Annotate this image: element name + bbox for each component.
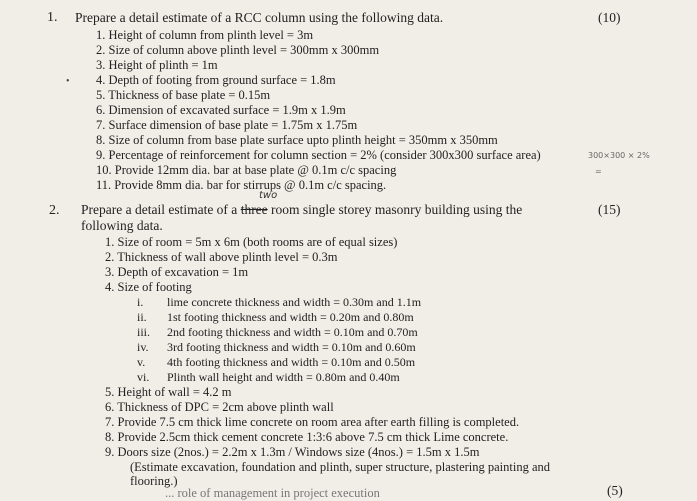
item-number: ii. (137, 310, 147, 324)
item-text: Depth of excavation = 1m (117, 265, 249, 279)
item-text: Thickness of wall above plinth level = 0.3m (117, 250, 338, 264)
q2-instruction-line1: (Estimate excavation, foundation and plinth, super structure, plastering painting and (130, 460, 551, 474)
q2-title (81, 202, 522, 218)
item-number: 4. (96, 73, 106, 87)
item-text: lime concrete thickness and width = 0.30m and 1.1m (167, 295, 422, 309)
item-number: 4. (105, 280, 115, 294)
item-text: Depth of footing from ground surface = 1.8m (108, 73, 336, 87)
item-number: 5. (96, 88, 106, 102)
item-number: 8. (105, 430, 115, 444)
q1-item-7 (96, 118, 357, 133)
q1-item-11 (96, 178, 386, 193)
item-text: 4th footing thickness and width = 0.10m and 0.50m (167, 355, 416, 369)
q2-item-9 (105, 445, 479, 460)
item-number: 3. (105, 265, 115, 279)
margin-bullet: • (66, 76, 70, 87)
q2-item-6 (105, 400, 334, 415)
item-text: Dimension of excavated surface = 1.9m x 1.9m (108, 103, 346, 117)
q1-item-3 (96, 58, 218, 73)
item-text: Provide 12mm dia. bar at base plate @ 0.1m c/c spacing (114, 163, 397, 177)
q3-marks: (5) (607, 483, 623, 498)
q1-item-4 (96, 73, 336, 88)
q2-item-3 (105, 265, 248, 280)
item-number: 11. (96, 178, 112, 192)
item-text: Thickness of base plate = 0.15m (108, 88, 271, 102)
item-text: 2nd footing thickness and width = 0.10m and 0.70m (167, 325, 418, 339)
q2-item-1 (105, 235, 397, 250)
footing-item-i (137, 295, 421, 310)
handwritten-insert-two: two (259, 190, 278, 201)
item-number: 5. (105, 385, 115, 399)
item-number: 1. (96, 28, 106, 42)
q2-item-2 (105, 250, 337, 265)
item-text: Plinth wall height and width = 0.80m and 0.40m (167, 370, 400, 384)
q1-item-2 (96, 43, 379, 58)
q2-instruction-line2: flooring.) (130, 474, 178, 488)
item-number: 8. (96, 133, 106, 147)
item-number: 9. (105, 445, 115, 459)
item-text: Thickness of DPC = 2cm above plinth wall (117, 400, 334, 414)
item-number: vi. (137, 370, 150, 384)
q1-marks: (10) (598, 10, 621, 25)
q2-title-struck-word: three (240, 202, 268, 217)
item-text: Size of column above plinth level = 300mm x 300mm (108, 43, 380, 57)
item-text: Height of wall = 4.2 m (117, 385, 232, 399)
q2-item-8 (105, 430, 508, 445)
item-text: Provide 2.5cm thick cement concrete 1:3:6 above 7.5 cm thick Lime concrete. (117, 430, 509, 444)
q2-item-4 (105, 280, 192, 295)
item-number: 1. (105, 235, 115, 249)
item-text: Doors size (2nos.) = 2.2m x 1.3m / Windows size (4nos.) = 1.5m x 1.5m (117, 445, 480, 459)
q1-item-10 (96, 163, 396, 178)
q1-item-9 (96, 148, 541, 163)
item-text: Provide 8mm dia. bar for stirrups @ 0.1m c/c spacing. (114, 178, 387, 192)
q2-title-prefix: Prepare a detail estimate of a (81, 202, 238, 217)
footing-item-iii (137, 325, 418, 340)
item-number: 10. (96, 163, 112, 177)
q3-partial-text: ... role of management in project execution (165, 486, 380, 500)
footing-item-vi (137, 370, 400, 385)
q1-item-5 (96, 88, 270, 103)
q2-title-suffix: room single storey masonry building using the (271, 202, 523, 217)
footing-item-ii (137, 310, 414, 325)
item-number: 3. (96, 58, 106, 72)
item-number: 2. (105, 250, 115, 264)
item-text: Provide 7.5 cm thick lime concrete on room area after earth filling is completed. (117, 415, 520, 429)
margin-note-handwritten: 300×300 × 2% (588, 151, 650, 160)
item-number: 2. (96, 43, 106, 57)
item-number: iv. (137, 340, 149, 354)
margin-equals-handwritten: = (595, 167, 602, 176)
q1-number: 1. (47, 10, 58, 25)
q2-marks: (15) (598, 202, 621, 217)
q1-item-6 (96, 103, 346, 118)
item-number: 7. (96, 118, 106, 132)
item-number: iii. (137, 325, 151, 339)
q2-number: 2. (49, 203, 60, 218)
item-number: 6. (105, 400, 115, 414)
item-text: Percentage of reinforcement for column section = 2% (consider 300x300 surface area) (108, 148, 541, 162)
item-number: 9. (96, 148, 106, 162)
item-number: 6. (96, 103, 106, 117)
item-number: v. (137, 355, 146, 369)
q2-item-7 (105, 415, 519, 430)
q1-title: Prepare a detail estimate of a RCC column using the following data. (75, 10, 444, 25)
q2-item-5 (105, 385, 231, 400)
q1-item-1 (96, 28, 313, 43)
item-text: Surface dimension of base plate = 1.75m x 1.75m (108, 118, 358, 132)
q2-title-line2: following data. (81, 218, 163, 233)
footing-item-v (137, 355, 415, 370)
item-text: Height of column from plinth level = 3m (108, 28, 314, 42)
item-number: 7. (105, 415, 115, 429)
footing-item-iv (137, 340, 416, 355)
item-text: Size of room = 5m x 6m (both rooms are of equal sizes) (117, 235, 398, 249)
item-number: i. (137, 295, 144, 309)
q1-item-8 (96, 133, 498, 148)
item-text: Size of column from base plate surface upto plinth height = 350mm x 350mm (108, 133, 498, 147)
item-text: 1st footing thickness and width = 0.20m and 0.80m (167, 310, 414, 324)
item-text: 3rd footing thickness and width = 0.10m and 0.60m (167, 340, 416, 354)
item-text: Height of plinth = 1m (108, 58, 218, 72)
item-text: Size of footing (117, 280, 192, 294)
